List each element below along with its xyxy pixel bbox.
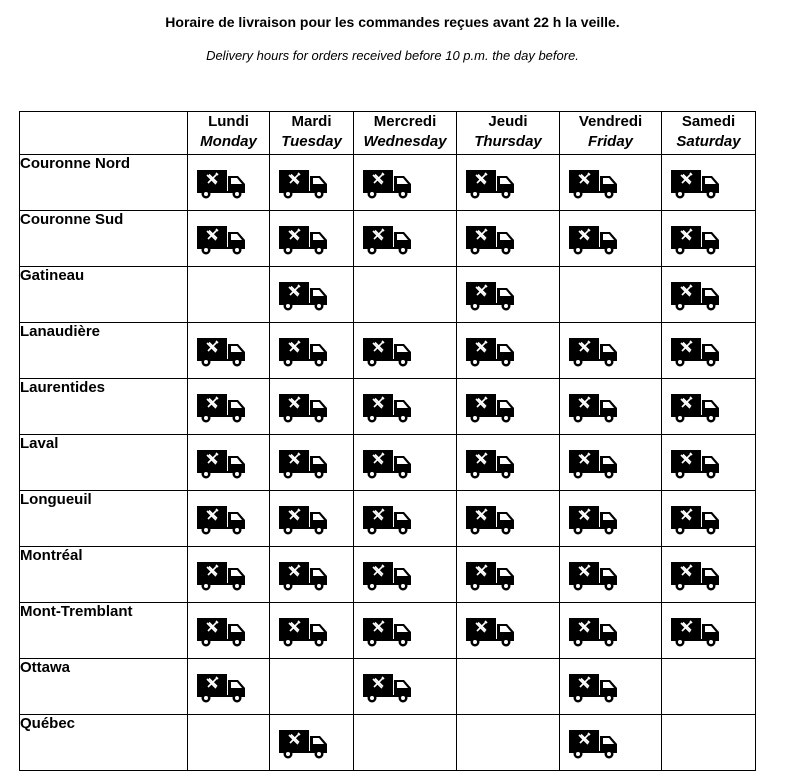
delivery-cell bbox=[354, 379, 457, 435]
delivery-cell bbox=[188, 715, 270, 771]
delivery-cell bbox=[188, 155, 270, 211]
delivery-truck-icon bbox=[197, 561, 249, 591]
delivery-truck-icon bbox=[671, 393, 723, 423]
delivery-truck-icon bbox=[671, 561, 723, 591]
delivery-truck-icon bbox=[279, 729, 331, 759]
delivery-cell bbox=[270, 211, 354, 267]
delivery-cell bbox=[188, 435, 270, 491]
delivery-cell bbox=[270, 603, 354, 659]
delivery-truck-icon bbox=[279, 393, 331, 423]
day-label-fr: Samedi bbox=[681, 113, 736, 130]
table-row bbox=[20, 435, 756, 491]
delivery-cell bbox=[662, 603, 756, 659]
delivery-truck-icon bbox=[197, 337, 249, 367]
delivery-truck-icon bbox=[671, 505, 723, 535]
delivery-cell bbox=[662, 715, 756, 771]
region-name: Couronne Sud bbox=[20, 211, 188, 267]
delivery-cell bbox=[457, 491, 560, 547]
delivery-cell bbox=[188, 323, 270, 379]
delivery-truck-icon bbox=[363, 617, 415, 647]
delivery-truck-icon bbox=[363, 225, 415, 255]
day-header bbox=[457, 112, 560, 155]
delivery-truck-icon bbox=[569, 729, 621, 759]
delivery-truck-icon bbox=[466, 561, 518, 591]
delivery-cell bbox=[662, 547, 756, 603]
table-row bbox=[20, 659, 756, 715]
delivery-truck-icon bbox=[279, 561, 331, 591]
delivery-truck-icon bbox=[279, 505, 331, 535]
delivery-truck-icon bbox=[569, 505, 621, 535]
delivery-cell bbox=[560, 267, 662, 323]
delivery-truck-icon bbox=[363, 561, 415, 591]
delivery-truck-icon bbox=[466, 225, 518, 255]
delivery-cell bbox=[560, 491, 662, 547]
delivery-cell bbox=[270, 435, 354, 491]
delivery-truck-icon bbox=[197, 673, 249, 703]
region-name: Ottawa bbox=[20, 659, 188, 715]
delivery-truck-icon bbox=[363, 673, 415, 703]
table-row bbox=[20, 211, 756, 267]
day-label-fr: Vendredi bbox=[578, 113, 643, 130]
delivery-truck-icon bbox=[363, 337, 415, 367]
table-row bbox=[20, 715, 756, 771]
delivery-truck-icon bbox=[279, 281, 331, 311]
delivery-cell bbox=[662, 435, 756, 491]
delivery-truck-icon bbox=[671, 337, 723, 367]
delivery-cell bbox=[560, 379, 662, 435]
delivery-truck-icon bbox=[279, 225, 331, 255]
delivery-truck-icon bbox=[466, 393, 518, 423]
delivery-cell bbox=[354, 715, 457, 771]
page-subtitle: Delivery hours for orders received before 10 p.m. the day before. bbox=[206, 48, 579, 63]
delivery-cell bbox=[457, 659, 560, 715]
delivery-cell bbox=[662, 379, 756, 435]
page-title: Horaire de livraison pour les commandes reçues avant 22 h la veille. bbox=[165, 14, 620, 30]
day-label-en: Saturday bbox=[676, 133, 741, 150]
delivery-cell bbox=[354, 603, 457, 659]
delivery-cell bbox=[662, 323, 756, 379]
delivery-truck-icon bbox=[569, 225, 621, 255]
day-label-en: Wednesday bbox=[363, 133, 447, 150]
delivery-cell bbox=[188, 379, 270, 435]
delivery-truck-icon bbox=[279, 617, 331, 647]
delivery-cell bbox=[560, 603, 662, 659]
delivery-truck-icon bbox=[197, 505, 249, 535]
delivery-truck-icon bbox=[671, 617, 723, 647]
region-name: Longueuil bbox=[20, 491, 188, 547]
delivery-cell bbox=[457, 155, 560, 211]
delivery-truck-icon bbox=[466, 169, 518, 199]
region-name: Mont-Tremblant bbox=[20, 603, 188, 659]
delivery-truck-icon bbox=[569, 561, 621, 591]
delivery-truck-icon bbox=[197, 617, 249, 647]
delivery-cell bbox=[560, 659, 662, 715]
delivery-truck-icon bbox=[569, 673, 621, 703]
delivery-cell bbox=[354, 155, 457, 211]
delivery-cell bbox=[354, 547, 457, 603]
delivery-cell bbox=[354, 267, 457, 323]
table-row bbox=[20, 155, 756, 211]
delivery-truck-icon bbox=[279, 169, 331, 199]
delivery-truck-icon bbox=[197, 225, 249, 255]
delivery-cell bbox=[354, 659, 457, 715]
table-row bbox=[20, 267, 756, 323]
delivery-cell bbox=[662, 155, 756, 211]
day-label-en: Thursday bbox=[474, 133, 542, 150]
table-row bbox=[20, 379, 756, 435]
delivery-schedule-table bbox=[19, 111, 756, 771]
delivery-cell bbox=[457, 211, 560, 267]
delivery-truck-icon bbox=[279, 337, 331, 367]
day-header bbox=[560, 112, 662, 155]
delivery-truck-icon bbox=[466, 617, 518, 647]
day-label-en: Monday bbox=[200, 133, 257, 150]
table-row bbox=[20, 547, 756, 603]
day-label-fr: Mardi bbox=[291, 113, 332, 130]
delivery-truck-icon bbox=[671, 449, 723, 479]
delivery-truck-icon bbox=[197, 393, 249, 423]
delivery-cell bbox=[354, 323, 457, 379]
day-header bbox=[662, 112, 756, 155]
delivery-truck-icon bbox=[363, 505, 415, 535]
table-row bbox=[20, 323, 756, 379]
delivery-cell bbox=[560, 155, 662, 211]
delivery-cell bbox=[560, 715, 662, 771]
day-header bbox=[270, 112, 354, 155]
region-name: Couronne Nord bbox=[20, 155, 188, 211]
delivery-truck-icon bbox=[569, 449, 621, 479]
delivery-cell bbox=[457, 379, 560, 435]
table-row bbox=[20, 491, 756, 547]
delivery-cell bbox=[662, 659, 756, 715]
delivery-truck-icon bbox=[197, 169, 249, 199]
delivery-cell bbox=[457, 323, 560, 379]
delivery-cell bbox=[457, 547, 560, 603]
delivery-cell bbox=[457, 715, 560, 771]
delivery-truck-icon bbox=[279, 449, 331, 479]
delivery-cell bbox=[188, 491, 270, 547]
delivery-cell bbox=[560, 211, 662, 267]
day-header bbox=[354, 112, 457, 155]
delivery-truck-icon bbox=[363, 169, 415, 199]
delivery-truck-icon bbox=[569, 337, 621, 367]
delivery-cell bbox=[270, 491, 354, 547]
delivery-cell bbox=[354, 211, 457, 267]
delivery-cell bbox=[188, 603, 270, 659]
delivery-cell bbox=[662, 211, 756, 267]
delivery-cell bbox=[354, 435, 457, 491]
day-label-fr: Jeudi bbox=[488, 113, 528, 130]
delivery-cell bbox=[188, 267, 270, 323]
delivery-truck-icon bbox=[363, 393, 415, 423]
delivery-cell bbox=[662, 267, 756, 323]
delivery-truck-icon bbox=[466, 281, 518, 311]
region-name: Laval bbox=[20, 435, 188, 491]
delivery-cell bbox=[270, 715, 354, 771]
region-name: Gatineau bbox=[20, 267, 188, 323]
delivery-cell bbox=[188, 211, 270, 267]
delivery-truck-icon bbox=[466, 337, 518, 367]
table-header-row bbox=[20, 112, 756, 155]
delivery-cell bbox=[457, 603, 560, 659]
delivery-cell bbox=[270, 323, 354, 379]
table-corner-cell bbox=[20, 112, 188, 155]
delivery-cell bbox=[270, 547, 354, 603]
delivery-truck-icon bbox=[363, 449, 415, 479]
region-name: Québec bbox=[20, 715, 188, 771]
delivery-truck-icon bbox=[569, 169, 621, 199]
day-label-fr: Mercredi bbox=[373, 113, 437, 130]
delivery-cell bbox=[188, 659, 270, 715]
delivery-cell bbox=[560, 435, 662, 491]
delivery-cell bbox=[270, 155, 354, 211]
delivery-cell bbox=[560, 547, 662, 603]
region-name: Montréal bbox=[20, 547, 188, 603]
day-label-en: Tuesday bbox=[281, 133, 342, 150]
delivery-cell bbox=[457, 435, 560, 491]
region-name: Lanaudière bbox=[20, 323, 188, 379]
delivery-truck-icon bbox=[569, 393, 621, 423]
delivery-cell bbox=[457, 267, 560, 323]
delivery-cell bbox=[354, 491, 457, 547]
delivery-truck-icon bbox=[671, 281, 723, 311]
delivery-truck-icon bbox=[197, 449, 249, 479]
day-label-fr: Lundi bbox=[208, 113, 249, 130]
delivery-truck-icon bbox=[671, 225, 723, 255]
delivery-truck-icon bbox=[466, 449, 518, 479]
day-label-en: Friday bbox=[587, 133, 633, 150]
region-name: Laurentides bbox=[20, 379, 188, 435]
delivery-cell bbox=[560, 323, 662, 379]
day-header bbox=[188, 112, 270, 155]
delivery-cell bbox=[662, 491, 756, 547]
delivery-cell bbox=[270, 379, 354, 435]
delivery-truck-icon bbox=[671, 169, 723, 199]
delivery-cell bbox=[270, 659, 354, 715]
delivery-cell bbox=[270, 267, 354, 323]
delivery-truck-icon bbox=[569, 617, 621, 647]
delivery-truck-icon bbox=[466, 505, 518, 535]
delivery-cell bbox=[188, 547, 270, 603]
table-row bbox=[20, 603, 756, 659]
